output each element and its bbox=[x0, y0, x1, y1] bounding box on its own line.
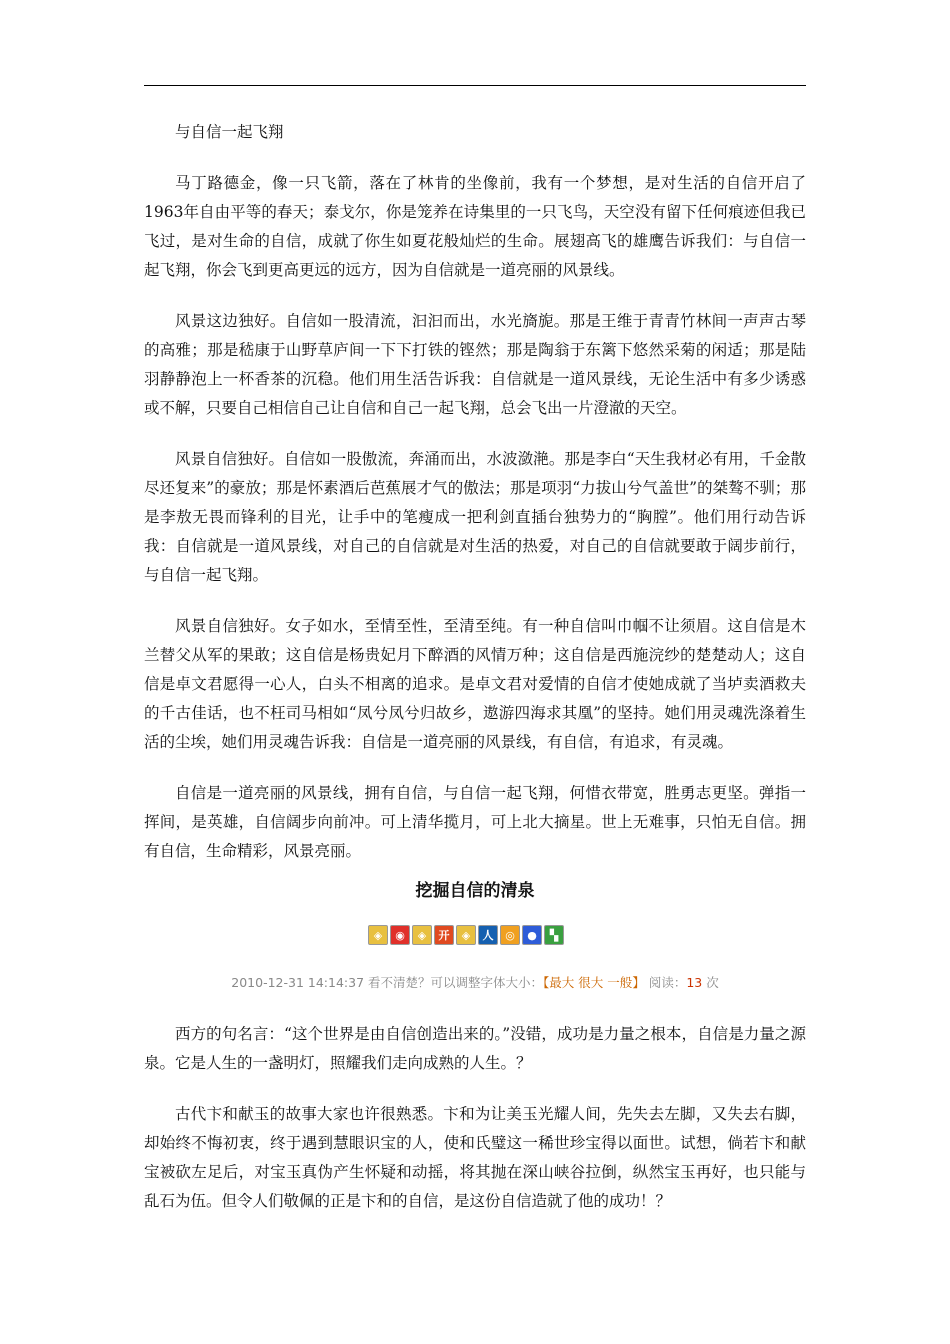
paragraph: 风景自信独好。自信如一股傲流，奔涌而出，水波潋滟。那是李白“天生我材必有用，千金散尽还复来”的豪放；那是怀素酒后芭蕉展才气的傲法；那是项羽“力拔山兮气盖世”的桀骜不驯；那是李敖无畏而锋利的目光，让手中的笔瘦成一把利剑直插台独势力的“胸膛”。他们用行动告诉我：自信就是一道风景线，对自己的自信就是对生活的热爱，对自己的自信就要敢于阔步前行，与自信一起飞翔。 bbox=[144, 450, 806, 584]
post-datetime: 2010-12-31 14:14:37 bbox=[231, 975, 365, 990]
renren-icon[interactable]: 人 bbox=[478, 925, 498, 945]
paragraph: 古代卞和献玉的故事大家也许很熟悉。卞和为让美玉光耀人间，先失去左脚，又失去右脚，却始终不悔初衷，终于遇到慧眼识宝的人，使和氏璧这一稀世珍宝得以面世。试想，倘若卞和献宝被砍左足后，对宝玉真伪产生怀疑和动摇，将其抛在深山峡谷拉倒，纵然宝玉再好，也只能与乱石为伍。但令人们敬佩的正是卞和的自信，是这份自信造就了他的成功！？ bbox=[144, 1105, 806, 1210]
article-title: 挖掘自信的清泉 bbox=[415, 881, 535, 901]
bracket-open: 【 bbox=[543, 975, 550, 990]
article-body bbox=[144, 1020, 806, 1216]
section-subtitle: 与自信一起飞翔 bbox=[175, 123, 284, 141]
top-divider bbox=[144, 85, 806, 86]
google-icon[interactable]: ▚ bbox=[544, 925, 564, 945]
paragraph: 风景自信独好。女子如水，至情至性，至清至纯。有一种自信叫巾帼不让须眉。这自信是木兰替父从军的果敢；这自信是杨贵妃月下醉酒的风情万种；这自信是西施浣纱的楚楚动人；这自信是卓文君愿得一心人，白头不相离的追求。是卓文君对爱情的自信才使她成就了当垆卖酒救夫的千古佳话，也不枉司马相如“凤兮凤兮归故乡，遨游四海求其凰”的坚持。她们用灵魂洗涤着生活的尘埃，她们用灵魂告诉我：自信是一道亮丽的风景线，有自信，有追求，有灵魂。 bbox=[144, 617, 806, 751]
share-icon-3[interactable]: ◈ bbox=[456, 925, 476, 945]
read-count: 13 bbox=[686, 975, 703, 990]
baidu-icon[interactable]: ● bbox=[522, 925, 542, 945]
font-size-normal-link[interactable]: 一般 bbox=[607, 975, 633, 990]
font-size-large-link[interactable]: 很大 bbox=[578, 975, 604, 990]
paragraph: 自信是一道亮丽的风景线，拥有自信，与自信一起飞翔，何惜衣带宽，胜勇志更坚。弹指一挥间，是英雄，自信阔步向前冲。可上清华揽月，可上北大摘星。世上无难事，只怕无自信。拥有自信，生命精彩，风景亮丽。 bbox=[144, 784, 806, 860]
bracket-close: 】 bbox=[632, 975, 645, 990]
weibo-icon[interactable]: ◉ bbox=[390, 925, 410, 945]
read-label: 阅读： bbox=[648, 975, 687, 990]
font-size-hint: 看不清楚？可以调整字体大小： bbox=[368, 975, 544, 990]
paragraph: 风景这边独好。自信如一股清流，汩汩而出，水光旖旎。那是王维于青青竹林间一声声古琴的高雅；那是嵇康于山野草庐间一下下打铁的铿然；那是陶翁于东篱下悠然采菊的闲适；那是陆羽静静泡上一杯香茶的沉稳。他们用生活告诉我：自信就是一道风景线，无论生活中有多少诱惑或不解，只要自己相信自己让自信和自己一起飞翔，总会飞出一片澄澈的天空。 bbox=[144, 312, 806, 417]
share-icon-1[interactable]: ◈ bbox=[368, 925, 388, 945]
kaixin-icon[interactable]: 开 bbox=[434, 925, 454, 945]
article-meta bbox=[144, 972, 806, 994]
paragraph: 马丁路德金，像一只飞箭，落在了林肯的坐像前，我有一个梦想，是对生活的自信开启了1963年自由平等的春天；泰戈尔，你是笼养在诗集里的一只飞鸟，天空没有留下任何痕迹但我已飞过，是对生命的自信，成就了你生如夏花般灿烂的生命。展翅高飞的雄鹰告诉我们：与自信一起飞翔，你会飞到更高更远的远方，因为自信就是一道亮丽的风景线。 bbox=[144, 174, 806, 279]
share-toolbar bbox=[368, 925, 564, 947]
section-one bbox=[144, 118, 806, 866]
share-icon-2[interactable]: ◈ bbox=[412, 925, 432, 945]
font-size-largest-link[interactable]: 最大 bbox=[549, 975, 575, 990]
read-unit: 次 bbox=[706, 975, 719, 990]
qq-icon[interactable]: ◎ bbox=[500, 925, 520, 945]
paragraph: 西方的句名言：“这个世界是由自信创造出来的。”没错，成功是力量之根本，自信是力量之源泉。它是人生的一盏明灯，照耀我们走向成熟的人生。？ bbox=[144, 1025, 806, 1072]
